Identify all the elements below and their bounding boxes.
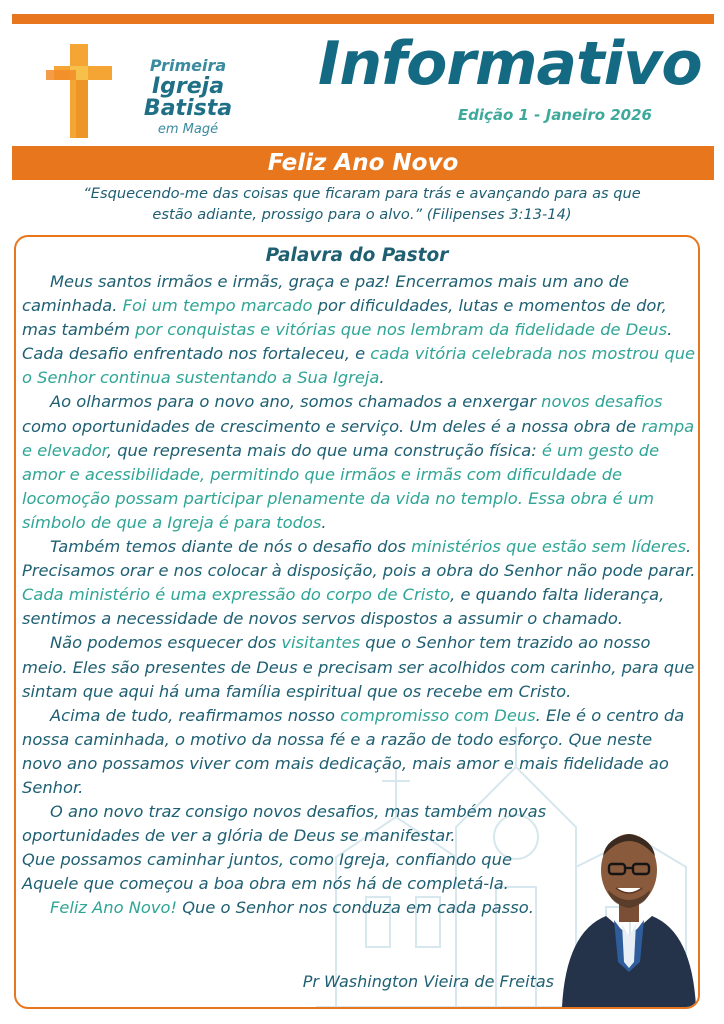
text-run: que o Senhor tem trazido ao nosso meio. Eles são presentes de Deus e precisam ser acolhidos com carinho, para que sintam que aqui há uma família espiritual que os recebe em Cristo.: [22, 633, 695, 701]
text-run: por dificuldades, lutas e momentos de dor, mas também: [22, 296, 667, 340]
highlight-text: visitantes: [281, 633, 361, 653]
highlight-text: Cada ministério é uma expressão do corpo de Cristo: [22, 585, 451, 605]
paragraph-1: [22, 270, 696, 390]
text-run: Acima de tudo, reafirmamos nosso: [50, 705, 341, 725]
logo-line-1: Primeira: [149, 56, 227, 75]
paragraph-2: [22, 390, 696, 535]
pastor-message-box: [14, 235, 700, 1009]
highlight-text: Foi um tempo marcado: [122, 296, 313, 316]
highlight-text: é um gesto de amor e acessibilidade, permitindo que irmãos e irmãs com dificuldade de locomoção possam participar plenamente da vida no templo. Essa obra é um símbolo de que a Igreja é para todos: [22, 440, 660, 532]
edition-label: Edição 1 - Janeiro 2026: [457, 106, 652, 124]
bible-verse: [24, 183, 700, 225]
highlight-text: cada vitória celebrada nos mostrou que o Senhor continua sustentando a Sua Igreja: [22, 344, 696, 388]
pastor-signature: Pr Washington Vieira de Freitas: [302, 972, 554, 991]
paragraph-5: [22, 704, 696, 800]
verse-line-2: estão adiante, prossigo para o alvo.” (Filipenses 3:13-14): [152, 206, 572, 223]
paragraph-6: O ano novo traz consigo novos desafios, mas também novas oportunidades de ver a glória de Deus se manifestar.: [22, 802, 547, 846]
banner-heading: Feliz Ano Novo: [12, 146, 714, 180]
text-run: como oportunidades de crescimento e serviço. Um deles é a nossa obra de: [22, 416, 642, 436]
text-run: Ao olharmos para o novo ano, somos chamados a enxergar: [50, 392, 542, 412]
verse-line-1: “Esquecendo-me das coisas que ficaram para trás e avançando para as que: [83, 185, 641, 202]
highlight-text: rampa e elevador: [22, 416, 695, 460]
paragraph-3: [22, 535, 696, 631]
highlight-text: por conquistas e vitórias que nos lembram da fidelidade de Deus: [135, 320, 668, 340]
text-run: , e quando falta liderança, sentimos a necessidade de novos servos dispostos a assumir o chamado.: [22, 585, 665, 629]
paragraph-7: Que possamos caminhar juntos, como Igreja, confiando que Aquele que começou a boa obra em nós há de completá-la.: [22, 850, 512, 894]
highlight-text: ministérios que estão sem líderes: [411, 537, 687, 557]
text-run: .: [379, 368, 385, 388]
text-run: Também temos diante de nós o desafio dos: [50, 537, 412, 557]
paragraph-8: [22, 896, 562, 920]
paragraph-4: [22, 631, 696, 703]
text-run: . Ele é o centro da nossa caminhada, o motivo da nossa fé e a razão de todo esforço. Que neste novo ano possamos viver com mais dedicação, mais amor e mais fidelidade ao Senhor.: [22, 705, 685, 797]
cross-icon: [46, 40, 116, 140]
pastor-photo: [562, 812, 696, 1007]
text-run: , que representa mais do que uma construção física:: [106, 440, 542, 460]
text-run: .: [321, 512, 327, 532]
logo-line-2: Igreja Batista: [143, 74, 233, 121]
highlight-text: Feliz Ano Novo!: [50, 898, 178, 918]
highlight-text: compromisso com Deus: [340, 705, 536, 725]
text-run: Meus santos irmãos e irmãs, graça e paz! Encerramos mais um ano de caminhada.: [22, 272, 630, 316]
newsletter-title: Informativo: [318, 29, 702, 99]
highlight-text: novos desafios: [541, 392, 663, 412]
logo-wordmark: [108, 58, 268, 136]
article-title: Palavra do Pastor: [265, 245, 449, 266]
text-run: . Precisamos orar e nos colocar à disposição, pois a obra do Senhor não pode parar.: [22, 537, 696, 581]
text-run: Não podemos esquecer dos: [50, 633, 282, 653]
text-run: Que o Senhor nos conduza em cada passo.: [177, 898, 534, 918]
logo-line-3: em Magé: [157, 122, 219, 137]
top-accent-bar: [12, 14, 714, 24]
text-run: . Cada desafio enfrentado nos fortaleceu, e: [22, 320, 673, 364]
